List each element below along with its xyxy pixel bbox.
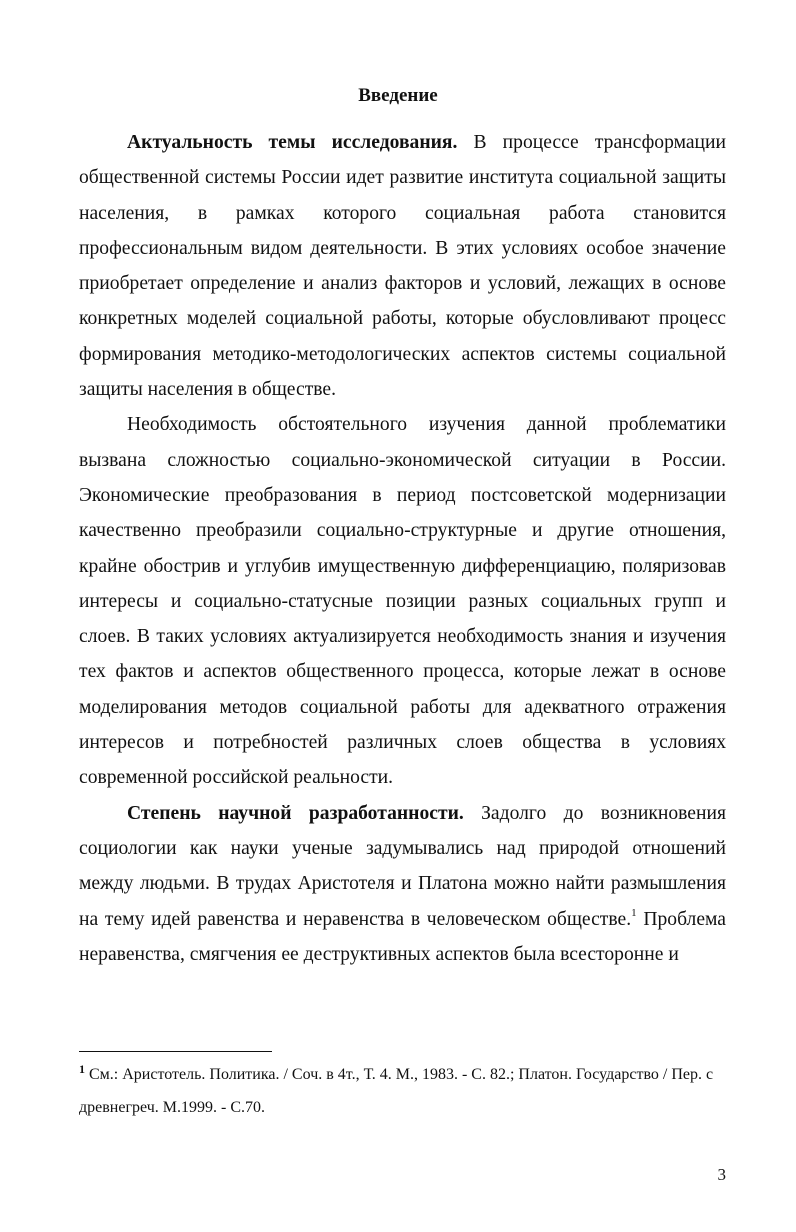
paragraph-lead: Степень научной разработанности. <box>127 802 464 824</box>
paragraph-text: Задолго до возникновения социологии как науки ученые задумывались над природой отношений между людьми. В трудах Аристотеля и Платона можно найти размышления на тему идей равенства и неравенства в человеческом обществе. <box>79 802 726 930</box>
footnote-reference: 1 <box>631 906 637 919</box>
footnote-marker: 1 <box>79 1062 85 1076</box>
paragraph-text: В процессе трансформации общественной системы России идет развитие института социальной защиты населения, в рамках которого социальная работа становится профессиональным видом деятельности. В этих условиях особое значение приобретает определение и анализ факторов и условий, лежащих в основе конкретных моделей социальной работы, которые обусловливают процесс формирования методико-методологических аспектов системы социальной защиты населения в обществе. <box>79 132 726 401</box>
section-heading: Введение <box>358 85 438 106</box>
footnote <box>79 1058 726 1124</box>
paragraph-necessity <box>79 407 726 795</box>
page-number: 3 <box>717 1165 726 1184</box>
footnote-divider <box>79 1051 272 1052</box>
paragraph-relevance <box>79 125 726 407</box>
paragraph-text: Необходимость обстоятельного изучения данной проблематики вызвана сложностью социально-экономической ситуации в России. Экономические преобразования в период постсоветской модернизации качественно преобразили социально-структурные и другие отношения, крайне обострив и углубив имущественную дифференциацию, поляризовав интересы и социально-статусные позиции разных социальных групп и слоев. В таких условиях актуализируется необходимость знания и изучения тех фактов и аспектов общественного процесса, которые лежат в основе моделирования методов социальной работы для адекватного отражения интересов и потребностей различных слоев общества в условиях современной российской реальности. <box>79 414 726 789</box>
footnote-text: См.: Аристотель. Политика. / Соч. в 4т., Т. 4. М., 1983. - С. 82.; Платон. Государство / Пер. с древнегреч. М.1999. - С.70. <box>79 1066 714 1116</box>
body-text <box>79 125 726 972</box>
paragraph-lead: Актуальность темы исследования. <box>127 132 458 153</box>
paragraph-text-continued: Проблема неравенства, смягчения ее деструктивных аспектов была всесторонне и <box>79 908 726 965</box>
paragraph-research-degree <box>79 796 726 972</box>
